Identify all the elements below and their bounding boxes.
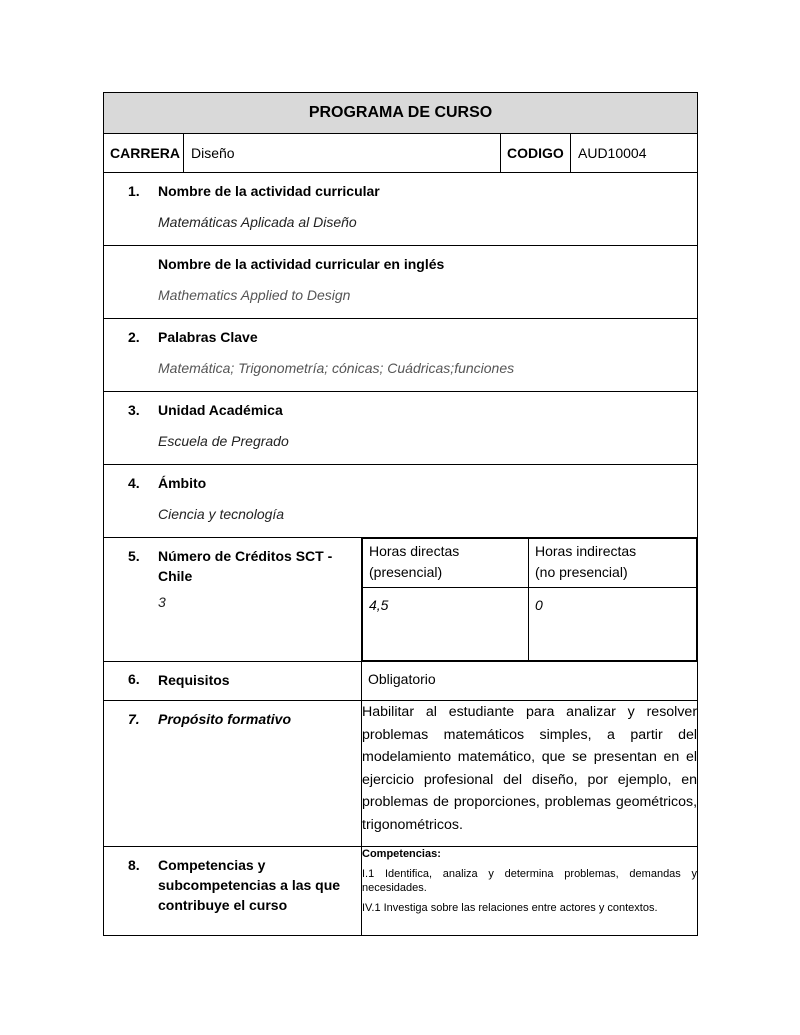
section-6 (104, 662, 362, 701)
course-program-table (103, 92, 698, 936)
section-number: 6. (128, 671, 140, 687)
carrera-label: CARRERA (104, 134, 184, 173)
section-title-line2: subcompetencias a las que (158, 877, 341, 893)
direct-hours-label-1: Horas directas (369, 543, 460, 559)
section-title: Nombre de la actividad curricular en inglés (158, 256, 445, 272)
section-5 (104, 538, 362, 662)
competency-item: I.1 Identifica, analiza y determina problemas, demandas y necesidades. (362, 868, 698, 894)
codigo-value: AUD10004 (571, 134, 698, 173)
section-value: Escuela de Pregrado (158, 433, 289, 449)
section-number: 2. (128, 329, 140, 345)
section-number: 1. (128, 183, 140, 199)
hours-cell (362, 538, 698, 662)
competency-item: IV.1 Investiga sobre las relaciones entre actores y contextos. (362, 902, 658, 914)
section-8 (104, 847, 362, 936)
section-4 (104, 465, 698, 538)
section-title: Palabras Clave (158, 329, 258, 345)
section-title: Unidad Académica (158, 402, 283, 418)
competencies-heading: Competencias: (362, 848, 441, 860)
section-title-line1: Número de Créditos SCT - (158, 548, 333, 564)
section-value: Matemáticas Aplicada al Diseño (158, 214, 357, 230)
section-value: Ciencia y tecnología (158, 506, 285, 522)
codigo-label: CODIGO (501, 134, 571, 173)
purpose-text: Habilitar al estudiante para analizar y resolver problemas matemáticos simples, a partir del modelamiento matemático, que se presentan en el ejercicio profesional del diseño, por ejemplo, en problemas de proporciones, problemas geométricos, trigonométricos. (362, 701, 698, 847)
form-title: PROGRAMA DE CURSO (104, 93, 698, 134)
credits-value: 3 (158, 594, 166, 610)
competencies-cell (362, 847, 698, 936)
carrera-value: Diseño (184, 134, 501, 173)
section-7 (104, 701, 362, 847)
section-title: Ámbito (158, 475, 207, 491)
section-3 (104, 392, 698, 465)
section-title-line3: contribuye el curso (158, 897, 288, 913)
section-title: Propósito formativo (158, 711, 292, 727)
indirect-hours-label-2: (no presencial) (535, 564, 628, 580)
section-number: 5. (128, 548, 140, 564)
section-number: 8. (128, 857, 140, 873)
section-number: 4. (128, 475, 140, 491)
direct-hours-value: 4,5 (363, 588, 529, 661)
requisitos-value: Obligatorio (362, 662, 698, 701)
direct-hours-label-2: (presencial) (369, 564, 443, 580)
section-1 (104, 173, 698, 246)
section-value: Matemática; Trigonometría; cónicas; Cuádricas;funciones (158, 360, 515, 376)
section-title: Nombre de la actividad curricular (158, 183, 380, 199)
section-title-line1: Competencias y (158, 857, 266, 873)
section-title: Requisitos (158, 672, 230, 688)
section-number: 3. (128, 402, 140, 418)
section-number: 7. (128, 711, 140, 727)
section-1b (104, 246, 698, 319)
section-value: Mathematics Applied to Design (158, 287, 351, 303)
section-2 (104, 319, 698, 392)
section-title-line2: Chile (158, 568, 193, 584)
indirect-hours-label-1: Horas indirectas (535, 543, 637, 559)
indirect-hours-value: 0 (529, 588, 697, 661)
